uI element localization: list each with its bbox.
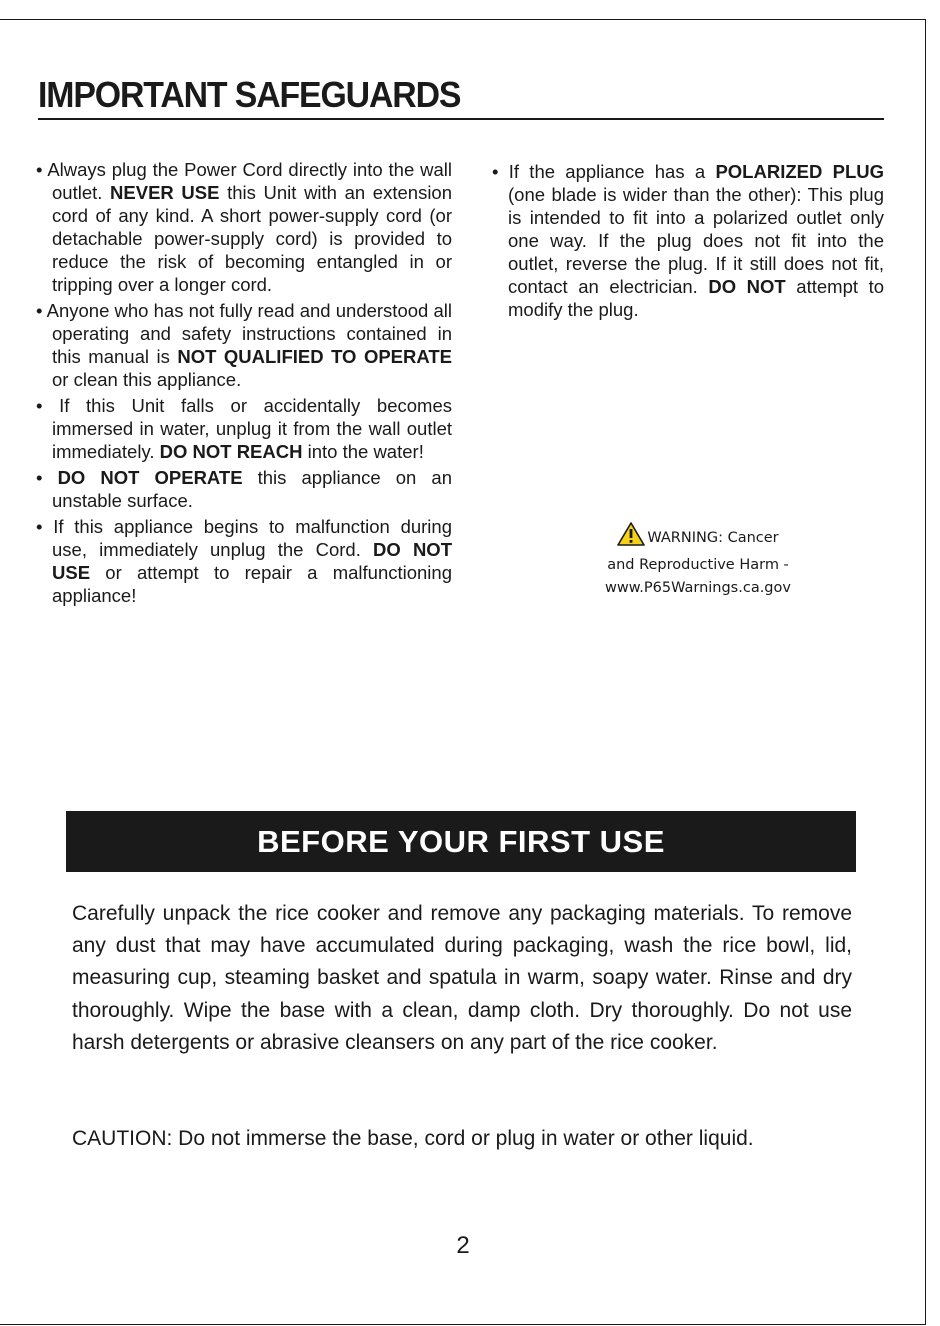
safeguards-list-left — [36, 158, 452, 610]
safeguard-emphasis: NOT QUALIFIED TO OPERATE — [177, 346, 453, 367]
safeguard-text: this Unit with an extension cord of any kind. A short power-supply cord (or detachable power-supply cord) is provided to reduce the risk of becoming entangled in or tripping over a longer cord. — [52, 182, 453, 295]
page-border-top — [0, 19, 925, 20]
section-banner — [66, 811, 856, 872]
warning-text: WARNING: Cancer — [647, 530, 779, 546]
warning-line-1 — [560, 522, 836, 554]
page-number: 2 — [456, 1232, 470, 1259]
safeguard-emphasis: DO NOT OPERATE — [57, 467, 243, 488]
safeguard-text: or attempt to repair a malfunctioning appliance! — [52, 562, 452, 606]
safeguard-item: • Anyone who has not fully read and understood all operating and safety instructions contained in this manual is NOT QUALIFIED TO OPERATE or clean this appliance. — [36, 300, 453, 390]
safeguard-emphasis: DO NOT — [708, 276, 786, 297]
safeguard-text: If the appliance has a — [508, 161, 716, 182]
prop65-warning — [560, 522, 836, 600]
safeguard-text: this appliance on an unstable surface. — [52, 467, 452, 511]
safeguard-text: into the water! — [302, 441, 424, 462]
safeguard-emphasis: NEVER USE — [110, 182, 220, 203]
safeguard-emphasis: POLARIZED PLUG — [715, 161, 884, 182]
warning-line-2: and Reproductive Harm - — [607, 557, 789, 573]
safeguard-item: • If the appliance has a POLARIZED PLUG (one blade is wider than the other): This plug is intended to fit into a polarized outlet only one way. If the plug does not fit into the outlet, reverse the plug. If it still does not fit, contact an electrician. DO NOT attempt to modify the plug. — [492, 161, 884, 320]
caution-paragraph: CAUTION: Do not immerse the base, cord or plug in water or other liquid. — [72, 1127, 754, 1150]
title-underline — [38, 118, 884, 120]
safeguard-text: Always plug the Power Cord directly into the wall outlet. — [47, 159, 452, 203]
first-use-paragraph: Carefully unpack the rice cooker and remove any packaging materials. To remove any dust that may have accumulated during packaging, wash the rice bowl, lid, measuring cup, steaming basket and spatula in warm, soapy water. Rinse and dry thoroughly. Wipe the base with a clean, damp cloth. Dry thoroughly. Do not use harsh detergents or abrasive cleansers on any part of the rice cooker. — [72, 902, 852, 1054]
safeguard-text: or clean this appliance. — [52, 369, 242, 390]
warning-url: www.P65Warnings.ca.gov — [605, 580, 791, 596]
safeguard-emphasis: DO NOT REACH — [159, 441, 303, 462]
safeguard-item: • DO NOT OPERATE this appliance on an unstable surface. — [36, 467, 452, 511]
page-border-bottom — [0, 1324, 926, 1325]
safeguards-list-right — [492, 160, 884, 324]
safeguard-text: Anyone who has not fully read and understood all operating and safety instructions contained in this manual is — [46, 300, 452, 367]
safeguard-emphasis: DO NOT USE — [52, 539, 453, 583]
safeguard-text: If this appliance begins to malfunction during use, immediately unplug the Cord. — [52, 516, 452, 560]
page-title: IMPORTANT SAFEGUARDS — [38, 74, 461, 115]
safeguard-text: If this Unit falls or accidentally becomes immersed in water, unplug it from the wall outlet immediately. — [52, 395, 452, 462]
safeguard-item: • Always plug the Power Cord directly into the wall outlet. NEVER USE this Unit with an extension cord of any kind. A short power-supply cord (or detachable power-supply cord) is provided to reduce the risk of becoming entangled in or tripping over a longer cord. — [36, 159, 453, 295]
safeguard-text: attempt to modify the plug. — [508, 276, 884, 320]
safeguard-item: • If this Unit falls or accidentally becomes immersed in water, unplug it from the wall outlet immediately. DO NOT REACH into the water! — [36, 395, 452, 462]
section-heading: BEFORE YOUR FIRST USE — [257, 823, 665, 859]
page-border-right — [925, 19, 926, 1324]
safeguard-item: • If this appliance begins to malfunction during use, immediately unplug the Cord. DO NOT USE or attempt to repair a malfunctioning appliance! — [36, 516, 453, 606]
warning-triangle-icon — [617, 522, 645, 554]
safeguard-text: (one blade is wider than the other): This plug is intended to fit into a polarized outlet only one way. If the plug does not fit into the outlet, reverse the plug. If it still does not fit, contact an electrician. — [508, 184, 884, 297]
